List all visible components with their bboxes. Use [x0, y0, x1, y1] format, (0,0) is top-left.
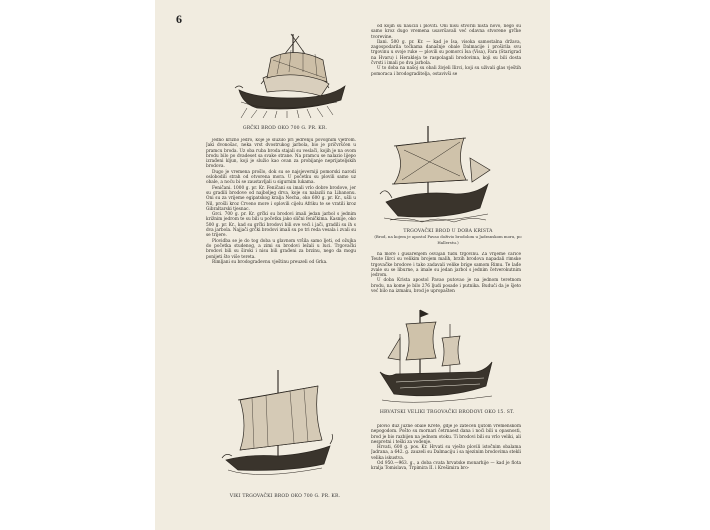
roman-ship-caption: [368, 229, 528, 245]
right-paragraph: U doba Krista apostol Pavao putovao je na jednom teretnom brodu, na kome je bilo 276 ljudi posade i putnika. Budući da je šjeto već bilo na izmaku, brod je upropašten: [371, 278, 521, 295]
right-paragraph: U to doba na našoj su obali živjeli Ilirci, koji su uživali glas vještih pomoraca i brodograditelja, ostavivši se: [371, 66, 521, 77]
left-column: [206, 138, 356, 360]
page-number: 6: [176, 12, 182, 26]
left-paragraph: Feničani. 1000 g. pr. Kr. Feničani su imali vrlo dobre brodove, jer su gradili brodove od najboljeg drva, koje su nalazili na Libanonu. Oni su za vrijeme egipatskog kralja Necha, oko 600 g. pr. Kr., ušli u Nil, prošli kroz Crveno more i oplovili cijelu Afriku te se vratili kroz Gibraltarski tjesnac.: [206, 185, 356, 212]
left-paragraph: Dugo je vremena prošlo, dok su se najsjeverniji pomorski narodi oslobodili strah od otvorena mora. U početku su plovili samo uz obale, a noću bi se zaustavljali u sigurnim lukama.: [206, 169, 356, 186]
right-column-top: [371, 24, 521, 120]
left-paragraph: Plovidba se je do tog doba u glavnom vršila samo ljeti, od ožujka do početka studenog, a zimi su brodovi ležali u luci. Trgovački brodovi bili su široki i nisu bili građeni za brzinu, nego da mogu ponijeti što više tereta.: [206, 238, 356, 260]
right-paragraph: na more i gusarenjem osvajali tuđu trgovinu. Za vrijeme carice Teute Ilirci su velikim brojem malih, brzih brodova napadali rimske trgovačke brodove i tako zadavali velike brige samom Rimu. Te lađe zvale su se liburne, a imale su jedan jarbol s jednim četverokutnim jedrom.: [371, 252, 521, 279]
left-paragraph: jedno križno jedro, koje je služilo pri jedrenju povoljnim vjetrom. Jaki dvonošac, neka vrst dvostrukog jarbola, bio je pričvršćen u pramcu broda. Uz oba ruba broda stajali su veslači, kojih je na ovom brodu bilo po dvadeset sa svake strane. Na pramcu se nalazio lijepo izrađeni kljun, koji je služio kao ovan za probijanje neprijateljskih brodova.: [206, 138, 356, 170]
right-column-bottom: [371, 424, 521, 520]
right-paragraph: Hrvati, 600 g. pos. Kr. Hrvati su vješto plovili istočnim obalama Jadrana, a 642. g. zauzeli su Dalmaciju i sa njezinim brodovima stekli velika iskustva.: [371, 445, 521, 461]
croatian-ship-illustration: [376, 308, 498, 408]
croatian-ship-caption: HRVATSKI VELIKI TRGOVAČKI BRODOVI OKO 15. ST.: [379, 410, 515, 415]
right-paragraph: plovio duž južne obale Krete, gdje je zatečen ljutom vremenskom nepogodom. Pošto su mornari četrnaest dana i noći bili u opasnosti, brod je bio razbijen na jednom otoku. Ti brodovi bili su vrlo veliki, ali nespretni i teški za vođenje.: [371, 424, 521, 445]
right-paragraph: Od 950.—963. g., a doba cvata hrvatske monarhije — kad je flota kralja Tomislava, Trpimira II. i Krešimira bro-: [371, 461, 521, 472]
right-paragraph: Ilani. 500 g. pr. Kr. — kad je Isa, visoka samostalna država, zagospodarila točkama današnje obale Dalmacije i proširila svu trgovinu u svoje ruke — plovili su pomorci Isa (Visa), Fara (Starigrad na Hvaru) i Herakleja te raspolagali brodovima, koji su bili dosta čvrsti i imali po dva jarbola.: [371, 39, 521, 67]
roman-ship-caption-sub: (Brod, na kojem je apostol Pavao doživio brodolom u Jadranskom moru, po Hallerstu.): [374, 234, 522, 245]
greek-ship-illustration: [233, 28, 351, 120]
roman-ship-caption-title: TRGOVAČKI BROD U DOBA KRISTA: [403, 229, 493, 234]
left-paragraph: Grci. 700 g. pr. Kr. grčki su brodovi imali jedan jarbol s jednim križnim jedrom te su bili u početku jako slični feničkima. Kasnije, oko 500 g. pr. Kr., kad su grčki brodovi bili sve veći i jači, gradili su ih s dva jarbola. Najjači grčki brodovi imali su po tri reda vesala i zvali su se trijere.: [206, 212, 356, 239]
roman-ship-illustration: [376, 124, 498, 228]
left-paragraph: Rimljani su brodograđevnu vještinu preuzeli od Grka.: [212, 259, 328, 265]
viking-ship-illustration: [218, 366, 336, 486]
greek-ship-caption: GRČKI BROD OKO 700 G. PR. KR.: [242, 126, 328, 131]
right-paragraph: od kojih su naučili i ploviti. Oni nisu stvorili ništa novo, nego su samo kroz dugo vremena usavršavali već odavna stvorene grčke tvorevine.: [371, 24, 521, 40]
viking-ship-caption: VIKI TRGOVAČKI BROD OKO 700 G. PR. KR.: [229, 494, 341, 499]
right-column-mid: [371, 252, 521, 306]
